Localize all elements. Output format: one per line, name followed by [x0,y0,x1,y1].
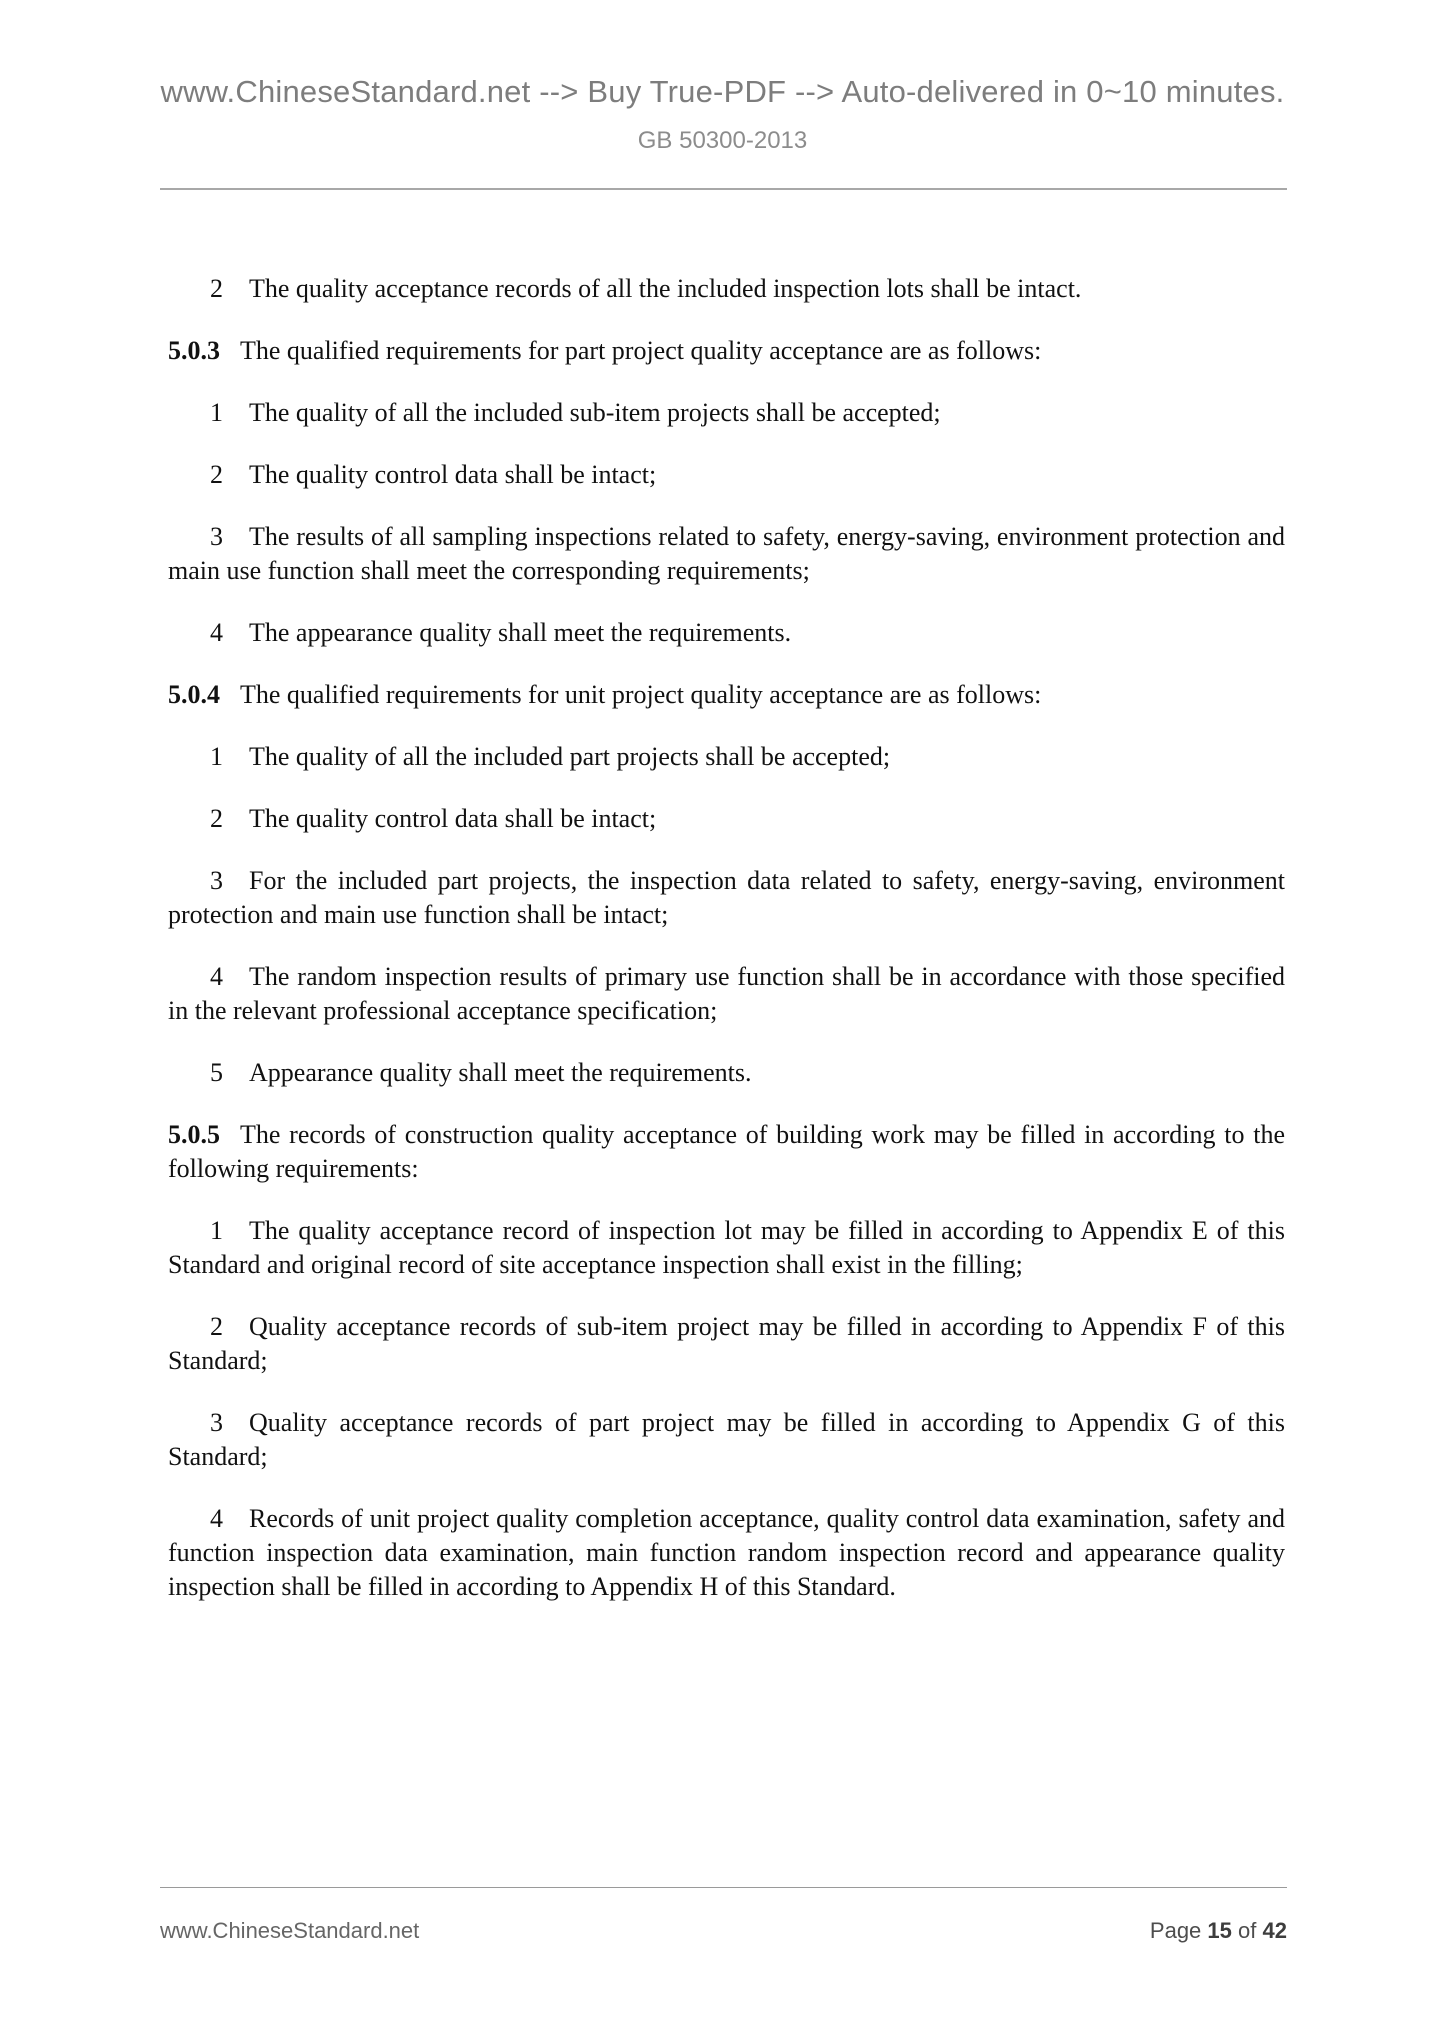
numbered-item [168,396,1285,430]
header-divider [160,188,1287,190]
paragraph-text: The quality control data shall be intact; [249,804,657,833]
paragraph-text: Quality acceptance records of part project may be filled in according to Appendix G of this Standard; [168,1408,1285,1471]
numbered-item [168,740,1285,774]
numbered-item [168,864,1285,932]
item-number: 3 [210,866,223,895]
numbered-item [168,272,1285,306]
item-number: 2 [210,274,223,303]
item-number: 4 [210,618,223,647]
paragraph-text: The qualified requirements for part project quality acceptance are as follows: [240,336,1042,365]
section-number: 5.0.3 [168,336,220,365]
numbered-item [168,1310,1285,1378]
promo-banner: www.ChineseStandard.net --> Buy True-PDF --> Auto-delivered in 0~10 minutes. [160,74,1285,109]
numbered-item [168,458,1285,492]
item-number: 2 [210,804,223,833]
item-number: 1 [210,1216,223,1245]
item-number: 1 [210,398,223,427]
page-indicator [1150,1918,1287,1944]
section-number: 5.0.5 [168,1120,220,1149]
section-number: 5.0.4 [168,680,220,709]
paragraph-text: Records of unit project quality completion acceptance, quality control data examination, safety and function inspection data examination, main function random inspection record and appearance quality inspection shall be filled in according to Appendix H of this Standard. [168,1504,1285,1601]
item-number: 3 [210,1408,223,1437]
footer-row [160,1918,1287,1944]
footer-divider [160,1887,1287,1888]
paragraph-text: The random inspection results of primary use function shall be in accordance with those specified in the relevant professional acceptance specification; [168,962,1285,1025]
page-current: 15 [1207,1918,1232,1943]
page-total: 42 [1262,1918,1287,1943]
section-paragraph [168,1118,1285,1186]
of-word: of [1238,1918,1257,1943]
paragraph-text: For the included part projects, the inspection data related to safety, energy-saving, environment protection and main use function shall be intact; [168,866,1285,929]
numbered-item [168,960,1285,1028]
standard-number: GB 50300-2013 [637,127,808,154]
footer-site-link: www.ChineseStandard.net [160,1918,420,1943]
section-paragraph [168,334,1285,368]
item-number: 2 [210,460,223,489]
section-paragraph [168,678,1285,712]
numbered-item [168,520,1285,588]
paragraph-text: The appearance quality shall meet the requirements. [249,618,792,647]
item-number: 2 [210,1312,223,1341]
paragraph-text: Quality acceptance records of sub-item project may be filled in according to Appendix F of this Standard; [168,1312,1285,1375]
item-number: 4 [210,1504,223,1533]
numbered-item [168,1406,1285,1474]
paragraph-text: The quality acceptance records of all the included inspection lots shall be intact. [249,274,1082,303]
paragraph-text: The qualified requirements for unit project quality acceptance are as follows: [240,680,1042,709]
page-footer [160,1887,1287,1944]
page-header [0,0,1445,190]
paragraph-text: The quality of all the included sub-item projects shall be accepted; [249,398,941,427]
paragraph-text: The records of construction quality acceptance of building work may be filled in according to the following requirements: [168,1120,1285,1183]
numbered-item [168,1214,1285,1282]
paragraph-text: The quality control data shall be intact; [249,460,657,489]
paragraph-text: Appearance quality shall meet the requirements. [249,1058,752,1087]
paragraph-text: The quality acceptance record of inspection lot may be filled in according to Appendix E of this Standard and original record of site acceptance inspection shall exist in the filling; [168,1216,1285,1279]
item-number: 5 [210,1058,223,1087]
item-number: 3 [210,522,223,551]
numbered-item [168,616,1285,650]
document-body [168,272,1285,1604]
numbered-item [168,802,1285,836]
numbered-item [168,1056,1285,1090]
page-word: Page [1149,1918,1202,1943]
numbered-item [168,1502,1285,1604]
paragraph-text: The quality of all the included part projects shall be accepted; [249,742,891,771]
paragraph-text: The results of all sampling inspections related to safety, energy-saving, environment protection and main use function shall meet the corresponding requirements; [168,522,1285,585]
item-number: 4 [210,962,223,991]
item-number: 1 [210,742,223,771]
